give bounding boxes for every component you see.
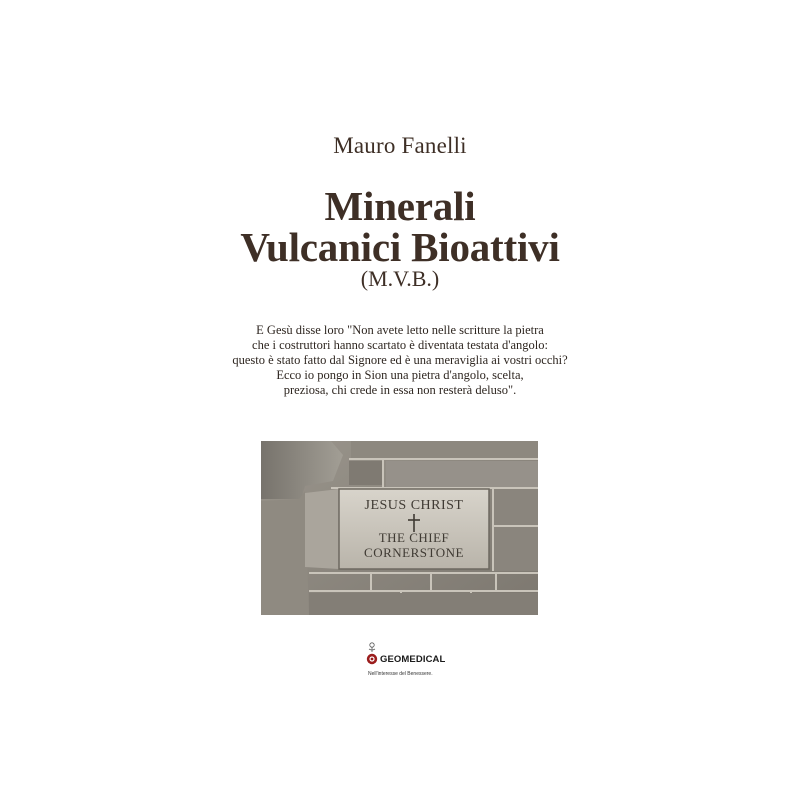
quote-line: questo è stato fatto dal Signore ed è una meraviglia ai vostri occhi? <box>232 353 568 367</box>
epigraph-quote <box>200 323 600 398</box>
quote-line: che i costruttori hanno scartato è diventata testata d'angolo: <box>252 338 548 352</box>
publisher-name: GEOMEDICAL <box>380 654 446 665</box>
inscription-line-1: JESUS CHRIST <box>364 498 464 513</box>
inscription-line-2: THE CHIEF <box>378 530 450 545</box>
title-line-2: Vulcanici Bioattivi <box>240 224 560 270</box>
book-title <box>0 183 800 270</box>
title-line-1: Minerali <box>324 183 476 229</box>
inscription-line-3: CORNERSTONE <box>364 545 464 560</box>
quote-line: E Gesù disse loro "Non avete letto nelle scritture la pietra <box>256 323 544 337</box>
quote-line: Ecco io pongo in Sion una pietra d'angolo, scelta, <box>276 368 524 382</box>
book-subtitle: (M.V.B.) <box>360 266 440 291</box>
publisher-block <box>365 641 465 691</box>
author-name: Mauro Fanelli <box>333 133 467 158</box>
quote-line: preziosa, chi crede in essa non resterà deluso". <box>283 383 517 397</box>
geomedical-logo-icon <box>365 641 379 668</box>
cornerstone-photo <box>261 441 538 615</box>
publisher-tagline: Nell'interesse del Benessere. <box>368 671 433 677</box>
